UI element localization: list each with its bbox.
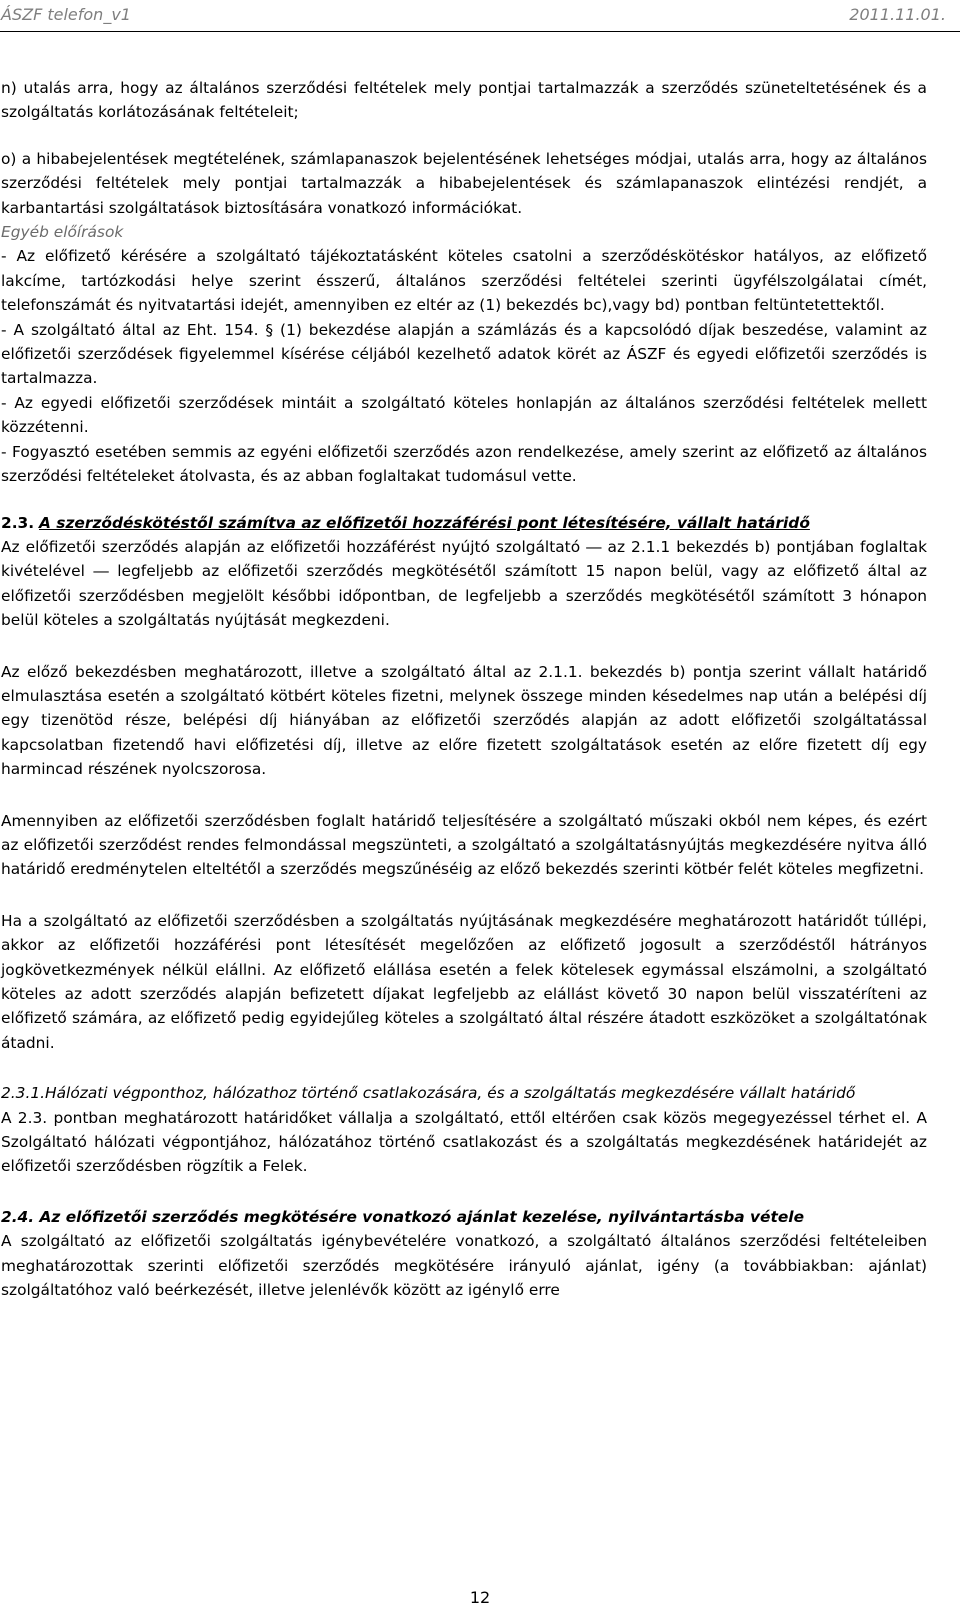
section-heading-2-4: 2.4. Az előfizetői szerződés megkötésére vonatkozó ajánlat kezelése, nyilvántartásba vétele [1,1207,805,1226]
paragraph-item-n: n) utalás arra, hogy az általános szerződési feltételek mely pontjai tartalmazzák a szerződés szüneteltetésének és a szolgáltatás korlátozásának feltételeit; [1,79,927,122]
header-rule [0,31,960,32]
section-heading-2-3-1: 2.3.1.Hálózati végponthoz, hálózathoz történő csatlakozására, és a szolgáltatás megkezdésére vállalt határidő [1,1084,856,1103]
paragraph-2-3-1: Az előfizetői szerződés alapján az előfizetői hozzáférést nyújtó szolgáltató ― az 2.1.1 bekezdés b) pontjában foglaltak kivételével ― legfeljebb az előfizetői szerződés megkötésétől számított 15 napon belül, vagy az előfizető által az előfizetői szerződésben megjelölt későbbi időpontban, de legfeljebb a szerződés megkötésétől számított 3 hónapon belül köteles a szolgáltatás nyújtását megkezdeni. [1,537,927,630]
paragraph-egyeb-2: - A szolgáltató által az Eht. 154. § (1) bekezdése alapján a számlázás és a kapcsolódó díjak beszedése, valamint az előfizetői szerződések figyelemmel kísérése céljából kezelhető adatok körét az ÁSZF és egyedi előfizetői szerződés is tartalmazza. [1,320,927,388]
section-heading-2-3 [1,511,927,535]
page-header [0,0,960,34]
document-body [1,76,927,1302]
page-number: 12 [469,1588,491,1607]
paragraph-2-3-3: Amennyiben az előfizetői szerződésben foglalt határidő teljesítésére a szolgáltató műszaki okból nem képes, és ezért az előfizetői szerződést rendes felmondással megszünteti, a szolgáltató a szolgáltatásnyújtás megkezdésére nyitva álló határidő eredménytelen elteltétől a szerződés megszűnéséig az előző bekezdés szerinti kötbér felét köteles megfizetni. [1,811,927,879]
paragraph-2-3-1-1: A 2.3. pontban meghatározott határidőket vállalja a szolgáltató, ettől eltérően csak közös megegyezéssel térhet el. A Szolgáltató hálózati végpontjához, hálózatához történő csatlakozást és a szolgáltatás megkezdésének határidejét az előfizetői szerződésben rögzítik a Felek. [1,1108,927,1176]
section-title-egyeb-eloirasok: Egyéb előírások [1,223,124,242]
section-title-2-3: A szerződéskötéstől számítva az előfizetői hozzáférési pont létesítésére, vállalt határidő [39,513,810,532]
header-date: 2011.11.01. [849,5,946,24]
paragraph-2-3-4: Ha a szolgáltató az előfizetői szerződésben a szolgáltatás nyújtásának megkezdésére meghatározott határidőt túllépi, akkor az előfizetői hozzáférési pont létesítését megelőzően az előfizető jogosult a szerződéstől hátrányos jogkövetkezmények nélkül elállni. Az előfizető elállása esetén a felek kötelesek egymással elszámolni, a szolgáltató köteles az adott szerződés alapján befizetett díjakat legfeljebb az elállást követő 30 napon belül visszatéríteni az előfizető számára, az előfizető pedig egyidejűleg köteles a szolgáltató által részére átadott eszközöket a szolgáltatónak átadni. [1,911,927,1052]
paragraph-2-4-1: A szolgáltató az előfizetői szolgáltatás igénybevételére vonatkozó, a szolgáltató általános szerződési feltételeiben meghatározottak szerinti előfizetői szerződés megkötésére irányuló ajánlat, igény (a továbbiakban: ajánlat) szolgáltatóhoz való beérkezését, illetve jelenlévők között az igénylő erre [1,1232,927,1300]
section-number-2-3: 2.3. [1,513,35,532]
paragraph-egyeb-4: - Fogyasztó esetében semmis az egyéni előfizetői szerződés azon rendelkezése, amely szerint az előfizető az általános szerződési feltételeket átolvasta, és az abban foglaltakat tudomásul vette. [1,442,927,486]
paragraph-egyeb-3: - Az egyedi előfizetői szerződések mintáit a szolgáltató köteles honlapján az általános szerződési feltételek mellett közzétenni. [1,393,927,437]
paragraph-2-3-2: Az előző bekezdésben meghatározott, illetve a szolgáltató által az 2.1.1. bekezdés b) pontja szerint vállalt határidő elmulasztása esetén a szolgáltató kötbért köteles fizetni, melynek összege minden késedelmes nap után a belépési díj egy tizenötöd része, belépési díj hiányában az előfizetői szerződés alapján az adott előfizetői szolgáltatással kapcsolatban fizetendő havi előfizetési díj, illetve az előre fizetett szolgáltatások esetén az előre fizetett díj egy harmincad részének nyolcszorosa. [1,662,927,779]
paragraph-item-o: o) a hibabejelentések megtételének, számlapanaszok bejelentésének lehetséges módjai, utalás arra, hogy az általános szerződési feltételek mely pontjai tartalmazzák a hibabejelentések és számlapanaszok elintézési rendjét, a karbantartási szolgáltatások biztosítására vonatkozó információkat. [1,149,927,217]
header-document-title: ÁSZF telefon_v1 [1,5,131,24]
paragraph-egyeb-1: - Az előfizető kérésére a szolgáltató tájékoztatásként köteles csatolni a szerződéskötéskor hatályos, az előfizető lakcíme, tartózkodási helye szerint ésszerű, általános szerződési feltételei szerinti ügyfélszolgálatai címét, telefonszámát és nyitvatartási idejét, amennyiben ez eltér az (1) bekezdés bc),vagy bd) pontban feltüntetettektől. [1,247,927,315]
